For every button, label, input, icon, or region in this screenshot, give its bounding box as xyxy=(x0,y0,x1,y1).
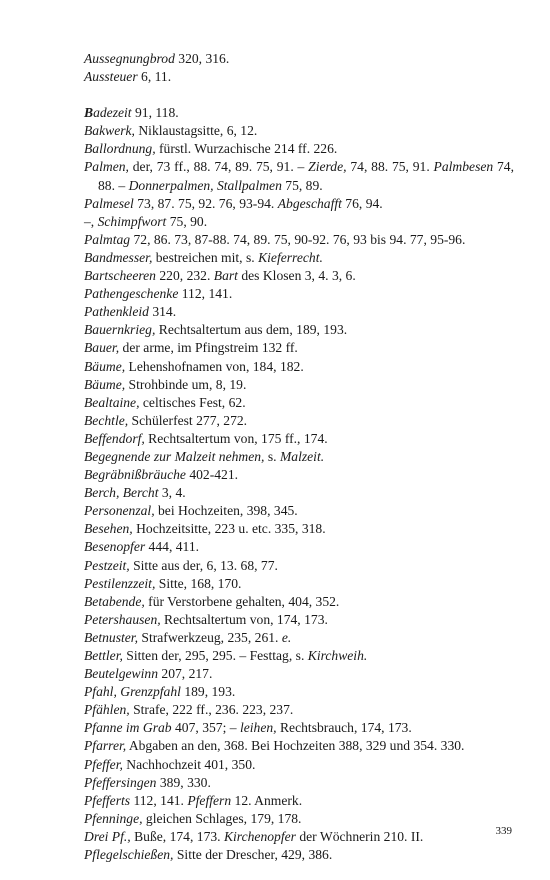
entry-text: 320, 316. xyxy=(174,51,230,66)
entry-headword: Bechtle, xyxy=(84,412,129,428)
entry-text: Niklaustagsitte, 6, 12. xyxy=(134,123,258,139)
entry-text: –, xyxy=(84,213,98,229)
index-entry xyxy=(84,683,514,701)
index-entry xyxy=(84,448,514,466)
entry-headword: Aussteuer xyxy=(84,69,138,85)
entry-text: bestreichen mit, s. xyxy=(152,249,259,265)
index-entry xyxy=(84,701,514,719)
entry-text: 12. Anmerk. xyxy=(231,792,303,808)
index-entry xyxy=(84,376,514,394)
entry-text: Rechtsaltertum von, 174, 173. xyxy=(160,611,328,627)
entry-headword: adezeit xyxy=(93,105,132,121)
index-entry xyxy=(84,104,514,122)
index-entry xyxy=(84,158,514,194)
entry-headword: leihen, xyxy=(239,720,277,736)
entry-headword: Berch, Bercht xyxy=(84,485,159,501)
entry-headword: Pflegelschießen, xyxy=(84,847,174,863)
entry-headword: Pfählen, xyxy=(84,702,130,718)
index-entry xyxy=(84,231,514,249)
entry-text: gleichen Schlages, 179, 178. xyxy=(142,810,302,826)
entry-text: der, 73 ff., 88. 74, 89. 75, 91. – xyxy=(128,159,309,175)
index-group-a xyxy=(84,50,514,86)
index-entry xyxy=(84,828,514,846)
entry-text: 112, 141. xyxy=(178,286,233,302)
entry-headword: Bäume, xyxy=(84,358,126,374)
entry-headword: Personenzal, xyxy=(84,503,155,519)
entry-headword: Bandmesser, xyxy=(84,249,153,265)
entry-headword: Bäume, xyxy=(84,376,126,392)
entry-text: Strohbinde um, 8, 19. xyxy=(125,376,247,392)
entry-headword: Palmtag xyxy=(84,231,131,247)
entry-headword: Zierde, xyxy=(308,159,347,175)
entry-headword: Beffendorf, xyxy=(84,430,145,446)
entry-text: 112, 141. xyxy=(130,792,188,808)
entry-text: bei Hochzeiten, 398, 345. xyxy=(154,503,298,519)
index-entry xyxy=(84,647,514,665)
entry-text: Rechtsaltertum aus dem, 189, 193. xyxy=(155,322,348,338)
entry-text: 72, 86. 73, 87-88. 74, 89. 75, 90-92. 76, 93 bis 94. 77, 95-96. xyxy=(130,231,466,247)
index-entry xyxy=(84,593,514,611)
index-entry xyxy=(84,122,514,140)
entry-headword: Abgeschafft xyxy=(277,195,342,211)
entry-headword: Bauer, xyxy=(84,340,120,356)
index-entry xyxy=(84,792,514,810)
entry-headword: Pfeffer, xyxy=(84,756,123,772)
entry-headword: Pathenkleid xyxy=(84,304,149,320)
entry-headword xyxy=(84,105,93,120)
index-entry xyxy=(84,538,514,556)
entry-text: Nachhochzeit 401, 350. xyxy=(122,756,256,772)
index-entry xyxy=(84,756,514,774)
entry-headword: Besenopfer xyxy=(84,539,146,555)
entry-headword: Begegnende zur Malzeit nehmen, xyxy=(84,448,265,464)
entry-headword: Pfanne im Grab xyxy=(84,720,172,736)
entry-headword: Kieferrecht. xyxy=(258,249,323,265)
entry-text: 91, 118. xyxy=(131,105,179,121)
entry-headword: Ballordnung, xyxy=(84,141,156,157)
entry-headword: Aussegnungbrod xyxy=(84,51,175,66)
index-entry xyxy=(84,267,514,285)
entry-text: des Klosen 3, 4. 3, 6. xyxy=(237,268,356,284)
entry-headword: Malzeit. xyxy=(279,448,325,464)
entry-headword: e. xyxy=(281,629,292,645)
entry-headword: Pfarrer, xyxy=(84,738,127,754)
index-entry xyxy=(84,249,514,267)
entry-text: Strafe, 222 ff., 236. 223, 237. xyxy=(129,702,294,718)
entry-text: 73, 87. 75, 92. 76, 93-94. xyxy=(133,195,278,211)
index-entry xyxy=(84,50,514,68)
index-page xyxy=(84,50,514,864)
entry-headword: Beutelgewinn xyxy=(84,666,158,682)
index-entry xyxy=(84,611,514,629)
index-entry xyxy=(84,629,514,647)
section-gap xyxy=(84,86,514,104)
entry-text: Strafwerkzeug, 235, 261. xyxy=(138,629,282,645)
entry-headword: Kirchweih. xyxy=(307,648,368,663)
entry-text: 444, 411. xyxy=(145,539,200,555)
index-entry xyxy=(84,719,514,737)
entry-text: Sitte, 168, 170. xyxy=(155,575,242,591)
index-entry xyxy=(84,502,514,520)
index-entry xyxy=(84,430,514,448)
index-entry xyxy=(84,665,514,683)
entry-text: 75, 89. xyxy=(281,177,323,193)
entry-text: 3, 4. xyxy=(158,485,186,501)
entry-headword: Pestzeit, xyxy=(84,557,130,573)
entry-text: 74, 88. 75, 91. xyxy=(346,159,434,175)
entry-headword: Pathengeschenke xyxy=(84,286,179,302)
entry-text: Sitte der Drescher, 429, 386. xyxy=(173,847,333,863)
entry-headword: Pfahl, Grenzpfahl xyxy=(84,684,181,700)
index-entry xyxy=(84,321,514,339)
index-entry xyxy=(84,575,514,593)
index-entry xyxy=(84,557,514,575)
index-entry xyxy=(84,339,514,357)
index-entry xyxy=(84,285,514,303)
entry-headword: Bealtaine, xyxy=(84,394,140,410)
index-entry xyxy=(84,303,514,321)
entry-headword: Pfefferts xyxy=(84,792,131,808)
entry-text: 189, 193. xyxy=(180,684,236,700)
entry-text: Rechtsbrauch, 174, 173. xyxy=(276,720,412,736)
entry-text: der Wöchnerin 210. II. xyxy=(295,828,424,844)
index-entry xyxy=(84,358,514,376)
entry-text: 6, 11. xyxy=(137,69,172,85)
entry-text: 402-421. xyxy=(185,467,239,483)
entry-headword: Palmbesen xyxy=(433,159,494,175)
entry-headword: Pfeffersingen xyxy=(84,774,157,790)
entry-headword: Donnerpalmen, Stallpalmen xyxy=(128,177,282,193)
entry-headword: Drei Pf., xyxy=(84,828,131,844)
page-number: 339 xyxy=(495,825,512,837)
entry-headword: Pfeffern xyxy=(187,792,232,808)
index-entry xyxy=(84,68,514,86)
entry-headword: Betnuster, xyxy=(84,629,138,645)
entry-text: Buße, 174, 173. xyxy=(130,828,224,844)
entry-headword: Begräbnißbräuche xyxy=(84,467,186,483)
index-entry xyxy=(84,412,514,430)
entry-text: 76, 94. xyxy=(341,195,383,211)
entry-text: Abgaben an den, 368. Bei Hochzeiten 388, 329 und 354. 330. xyxy=(126,738,465,754)
entry-text: Sitten der, 295, 295. – Festtag, s. xyxy=(122,648,308,663)
index-entry xyxy=(84,846,514,864)
entry-headword: Bettler, xyxy=(84,648,123,663)
entry-text: Sitte aus der, 6, 13. 68, 77. xyxy=(129,557,278,573)
index-entry xyxy=(84,484,514,502)
entry-headword: Besehen, xyxy=(84,521,133,537)
entry-headword: Petershausen, xyxy=(84,611,161,627)
entry-headword: Pestilenzzeit, xyxy=(84,575,156,591)
index-entry xyxy=(84,774,514,792)
index-entry xyxy=(84,737,514,755)
entry-text: 220, 232. xyxy=(155,268,214,284)
entry-text: 207, 217. xyxy=(158,666,213,682)
entry-text: Hochzeitsitte, 223 u. etc. 335, 318. xyxy=(132,521,326,537)
entry-text: 389, 330. xyxy=(156,774,211,790)
index-entry xyxy=(84,520,514,538)
entry-text: 75, 90. xyxy=(166,213,208,229)
entry-text: Rechtsaltertum von, 175 ff., 174. xyxy=(144,430,328,446)
index-entry xyxy=(84,394,514,412)
entry-text: celtisches Fest, 62. xyxy=(139,394,246,410)
entry-headword: Schimpfwort xyxy=(97,213,167,229)
entry-headword: Bauernkrieg, xyxy=(84,322,156,338)
entry-text: Schülerfest 277, 272. xyxy=(128,412,248,428)
index-entry xyxy=(84,140,514,158)
entry-text: 314. xyxy=(148,304,177,320)
entry-headword: Pfenninge, xyxy=(84,810,143,826)
index-entry xyxy=(84,195,514,213)
entry-text: fürstl. Wurzachische 214 ff. 226. xyxy=(155,141,338,157)
index-group-b xyxy=(84,104,514,864)
entry-text: B xyxy=(84,105,94,121)
entry-text: 74, 88. – xyxy=(98,159,514,193)
entry-headword: Palmesel xyxy=(84,195,134,211)
index-entry xyxy=(84,213,514,231)
entry-text: für Verstorbene gehalten, 404, 352. xyxy=(144,593,340,609)
entry-text: der arme, im Pfingstreim 132 ff. xyxy=(119,340,298,356)
entry-text: s. xyxy=(264,448,280,464)
entry-headword: Bakwerk, xyxy=(84,123,135,139)
entry-text: Lehenshofnamen von, 184, 182. xyxy=(125,358,304,374)
index-entry xyxy=(84,810,514,828)
index-entry xyxy=(84,466,514,484)
entry-headword: Betabende, xyxy=(84,593,145,609)
entry-headword: Bart xyxy=(213,268,238,284)
entry-text: 407, 357; – xyxy=(171,720,240,736)
entry-headword: Kirchenopfer xyxy=(223,828,296,844)
entry-headword: Palmen, xyxy=(84,159,129,175)
entry-headword: Bartscheeren xyxy=(84,268,156,284)
